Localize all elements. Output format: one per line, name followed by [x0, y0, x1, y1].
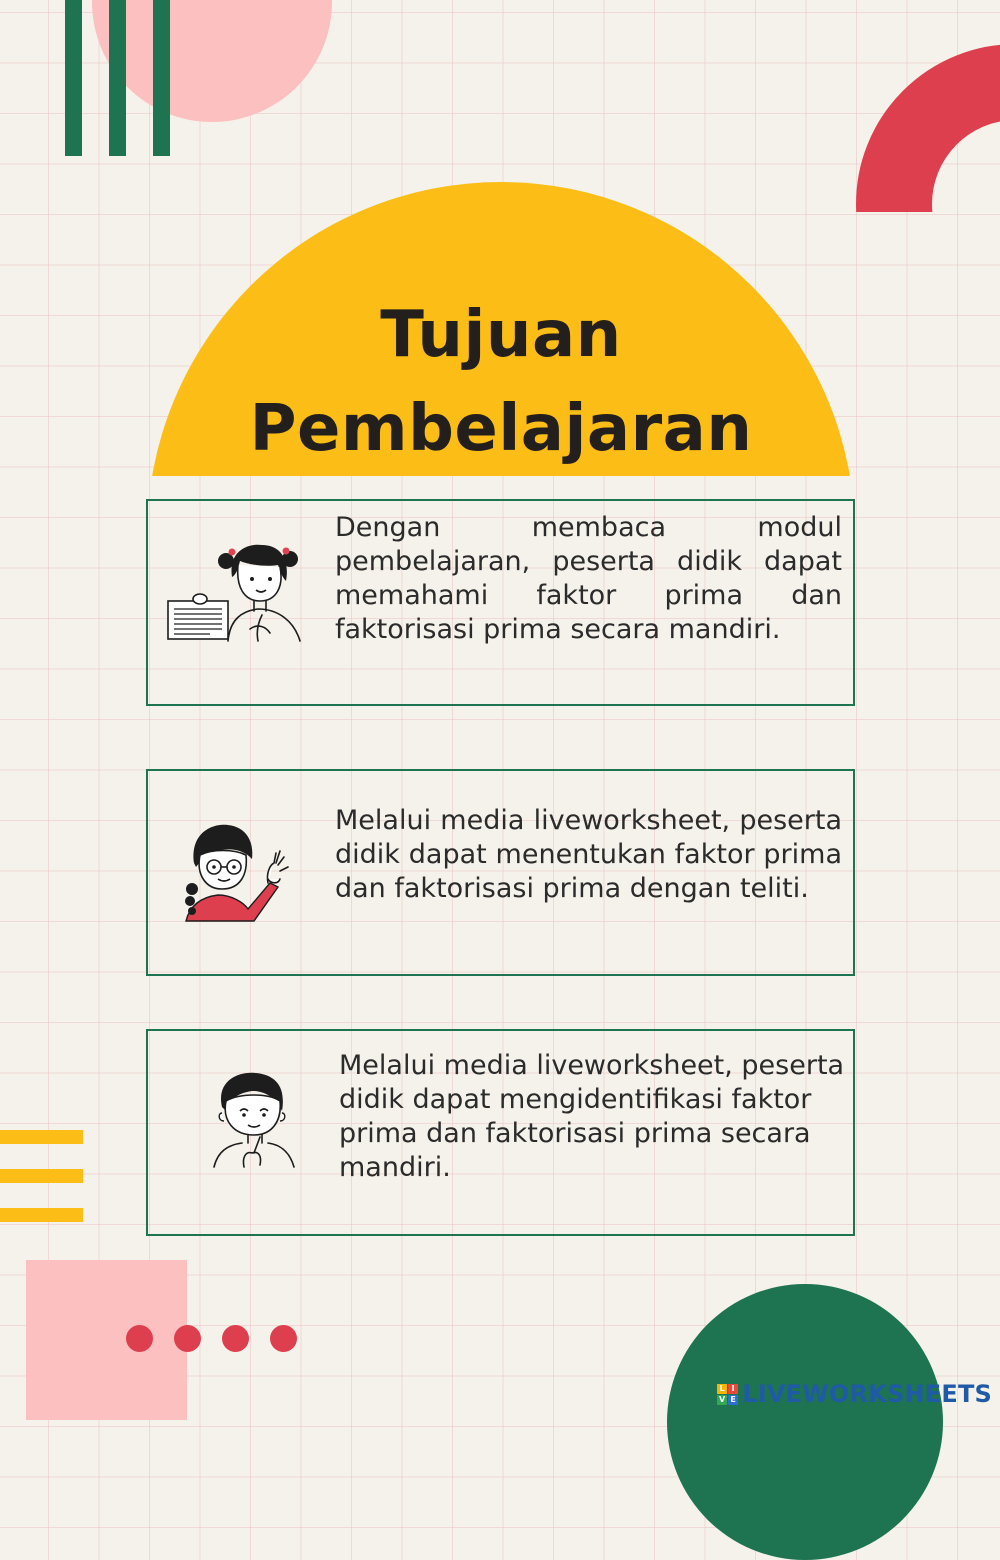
objective-text-2: Melalui media liveworksheet, peserta didik dapat menentukan faktor prima dan faktorisasi prima dengan teliti.	[335, 805, 842, 904]
yellow-stripe-decoration	[0, 1130, 83, 1144]
objective-card-3	[146, 1029, 855, 1236]
red-dot-decoration	[270, 1325, 297, 1352]
liveworksheets-logo[interactable]	[717, 1378, 992, 1410]
green-semicircle-decoration	[667, 1284, 943, 1560]
pink-square-decoration	[26, 1260, 187, 1420]
pink-circle-decoration	[92, 0, 332, 122]
girl-raising-hand-illustration	[182, 823, 294, 923]
title-line-1: Tujuan	[380, 298, 622, 372]
objective-text-3: Melalui media liveworksheet, peserta didik dapat mengidentifikasi faktor prima dan faktorisasi prima secara mandiri.	[339, 1050, 845, 1183]
red-dot-decoration	[126, 1325, 153, 1352]
green-bar-decoration	[153, 0, 170, 156]
red-dot-decoration	[222, 1325, 249, 1352]
yellow-stripe-decoration	[0, 1169, 83, 1183]
title-line-2: Pembelajaran	[249, 392, 753, 466]
green-bar-decoration	[65, 0, 82, 156]
objective-text-1: Dengan membaca modul pembelajaran, peserta didik dapat memahami faktor prima dan faktorisasi prima secara mandiri.	[335, 512, 842, 645]
red-arc-decoration	[856, 44, 1000, 364]
red-dot-decoration	[174, 1325, 201, 1352]
girl-holding-paper-illustration	[166, 537, 306, 645]
page-title	[147, 288, 855, 476]
green-bar-decoration	[109, 0, 126, 156]
yellow-stripe-decoration	[0, 1208, 83, 1222]
brand-name: LIVEWORKSHEETS	[742, 1380, 992, 1408]
boy-thinking-illustration	[210, 1071, 300, 1169]
liveworksheets-logo-icon: L I V E	[717, 1384, 738, 1405]
objective-card-1	[146, 499, 855, 706]
objective-card-2	[146, 769, 855, 976]
